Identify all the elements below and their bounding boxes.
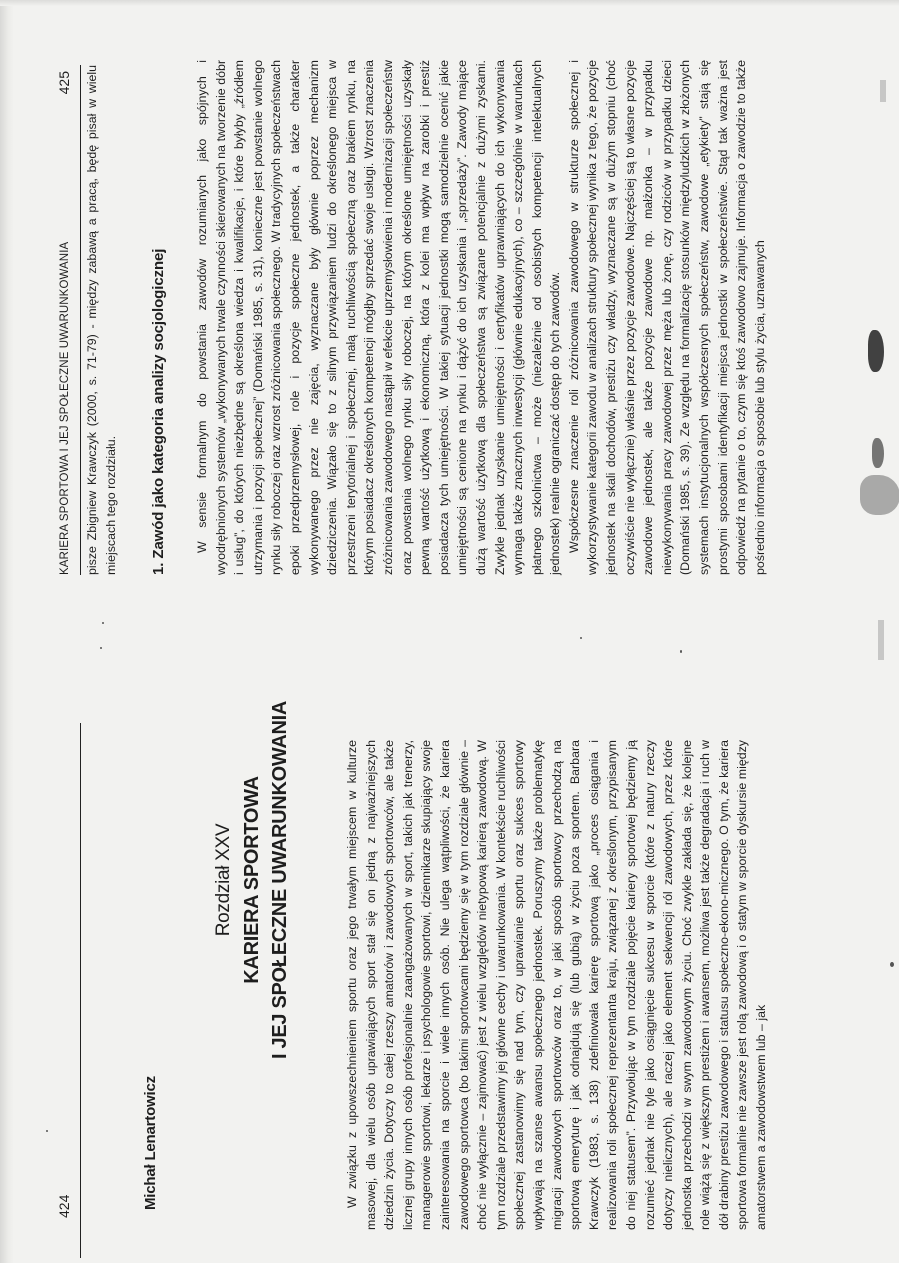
left-page-number: 424 [56, 1194, 72, 1218]
chapter-number: Rozdział XXV [213, 823, 234, 937]
right-page-header [52, 65, 82, 575]
speck [102, 622, 104, 624]
continuation-text-block [83, 65, 123, 575]
body-paragraph: Współczesne znaczenie roli zróżnicowania zawodowego w strukturze społecznej i wykorzystywanie kategorii zawodu w analizach struktury społecznej wynika z tego, że pozycje jednostek na skali dochodów, prestiżu czy władzy, wyznaczane są w dużym stopniu (choć oczywiście nie wyłącznie) właśnie przez pozycje zawodowe. Najczęściej są to własne pozycje zawodowe jednostek, ale także pozycje zawodowe np. małżonka – w przypadku niewykonywania pracy zawodowej przez męża lub żonę, czy rodziców w przypadku dzieci (Domański 1985, s. 39). Ze względu na formalizację stosunków międzyludzkich w złożonych systemach instytucjonalnych współczesnych społeczeństw, zawodowe „etykiety” stają się prostymi sposobami identyfikacji miejsca jednostki w społeczeństwie. Stąd tak ważna jest odpowiedź na pytanie o to, czym się ktoś zawodowo zajmuje. Informacja o zawodzie to także pośrednio informacja o sposobie lub stylu życia, uznawanych [566, 60, 767, 575]
header-rule [80, 723, 81, 1258]
author-name: Michał Lenartowicz [142, 1076, 159, 1210]
section-heading: 1. Zawód jako kategoria analizy socjologicznej [150, 248, 167, 575]
scan-shadow-top [0, 0, 899, 6]
continuation-paragraph: pisze Zbigniew Krawczyk (2000, s. 71-79) - między zabawą a pracą, będę pisał w wielu miejscach tego rozdziału. [85, 65, 118, 575]
speck [46, 1130, 48, 1132]
body-paragraph: W związku z upowszechnieniem sportu oraz jego trwałym miejscem w kulturze masowej, dla wielu osób uprawiających sport stał się on jedną z najważniejszych dziedzin życia. Dotyczy to całej rzeszy amatorów i zawodowych sportowców, ale także licznej grupy innych osób profesjonalnie zaangażowanych w sport, takich jak trenerzy, managerowie sportowi, lekarze i psychologowie sportowi, dziennikarze skupiający swoje zainteresowania na sporcie i wiele innych osób. Nie ulega wątpliwości, że kariera zawodowego sportowca (bo takimi sportowcami będziemy się w tym rozdziale głównie – choć nie wyłącznie – zajmować) jest z wielu względów nietypową karierą zawodową. W tym rozdziale przedstawimy jej główne cechy i uwarunkowania. W kontekście ruchliwości społecznej zastanowimy się nad tym, czy uprawianie sportu oraz sukces sportowy wpływają na szanse awansu społecznego jednostek. Poruszymy także problematykę migracji zawodowych sportowców oraz to, w jaki sposób sportowcy przechodzą na sportową emeryturę i jak odnajdują się (lub gubią) w życiu poza sportem. Barbara Krawczyk (1983, s. 138) zdefiniowała karierę sportową jako „proces osiągania i realizowania roli społecznej reprezentanta kraju, związanej z określonym, przypisanym do niej statusem”. Przywołując w tym rozdziale pojęcie kariery sportowej będziemy ją rozumieć jednak nie tyle jako osiągnięcie sukcesu w sporcie (które z natury rzeczy dotyczy nielicznych), ale raczej jako element sekwencji ról zawodowych, przez które jednostka przechodzi w swym zawodowym życiu. Choć zwykle zakłada się, że kolejne role wiążą się z większym prestiżem i awansem, możliwa jest także degradacja i ruch w dół drabiny prestiżu zawodowego i statusu społeczno-ekono-micznego. O tym, że kariera sportowa formalnie nie zawsze jest rolą zawodową i o statym w sporcie dyskursie między amatorstwem a zawodowstwem lub – jak [345, 740, 769, 1230]
ink-blot [868, 330, 884, 372]
speck [890, 962, 894, 967]
speck [580, 637, 582, 639]
body-paragraph: W sensie formalnym do powstania zawodów rozumianych jako spójnych i wyodrębnionych systemów „wykonywanych trwale czynności skierowanych na tworzenie dóbr i usług”, do których niezbędne są określona wiedza i kwalifikacje, i które byłyby „źródłem utrzymania i pozycji społecznej” (Domański 1985, s. 31), konieczne jest powstanie wolnego rynku siły roboczej oraz wzrost zróżnicowania społecznego. W tradycyjnych społeczeństwach epoki przedprzemysłowej, role i pozycje społeczne jednostek, a także charakter wykonywanego przez nie zajęcia, wyznaczane były głównie poprzez mechanizm dziedziczenia. Wiązało się to z silnym przywiązaniem ludzi do określonego miejsca w przestrzeni terytorialnej i społecznej, małą ruchliwością społeczną oraz brakiem rynku, na którym posiadacz określonych kompetencji mógłby sprzedać swoje usługi. Wzrost znaczenia zróżnicowania zawodowego nastąpił w efekcie uprzemysłowienia i modernizacji społeczeństw oraz powstania wolnego rynku siły roboczej, na którym określone umiejętności uzyskały pewną wartość użytkową i ekonomiczną, która z kolei ma wpływ na zarobki i prestiż posiadacza tych umiejętności. W takiej sytuacji jednostki mogą samodzielnie ocenić jakie umiejętności są cenione na rynku i dążyć do ich uzyskania i „sprzedaży”. Zawody mające dużą wartość użytkową dla społeczeństwa są związane potencjalnie z dużymi zyskami. Zwykle jednak uzyskanie umiejętności i certyfikatów uprawniających do ich wykonywania wymaga także znacznych inwestycji (głównie edukacyjnych), co – szczególnie w warunkach płatnego szkolnictwa – może (niezależnie od osobistych kompetencji intelektualnych jednostek) realnie ograniczać dostęp do tych zawodów. [195, 60, 563, 575]
chapter-title-line-1: KARIERA SPORTOWA [241, 776, 263, 984]
chapter-title-line-2: I JEJ SPOŁECZNE UWARUNKOWANIA [269, 701, 291, 1059]
speck [100, 647, 102, 649]
scan-shadow-left [0, 0, 14, 1263]
section-heading-block [150, 65, 180, 575]
running-head: KARIERA SPORTOWA I JEJ SPOŁECZNE UWARUNKOWANIA [59, 241, 71, 575]
left-body-text [343, 740, 769, 1230]
right-page-number: 425 [56, 71, 72, 95]
smudge [878, 620, 884, 660]
ink-blot [872, 438, 884, 468]
header-rule [80, 65, 81, 575]
ink-blot [860, 475, 899, 515]
speck [680, 650, 682, 653]
smudge [880, 80, 886, 102]
author-block [142, 810, 172, 1210]
right-body-text [193, 60, 833, 575]
chapter-title [210, 600, 305, 1160]
